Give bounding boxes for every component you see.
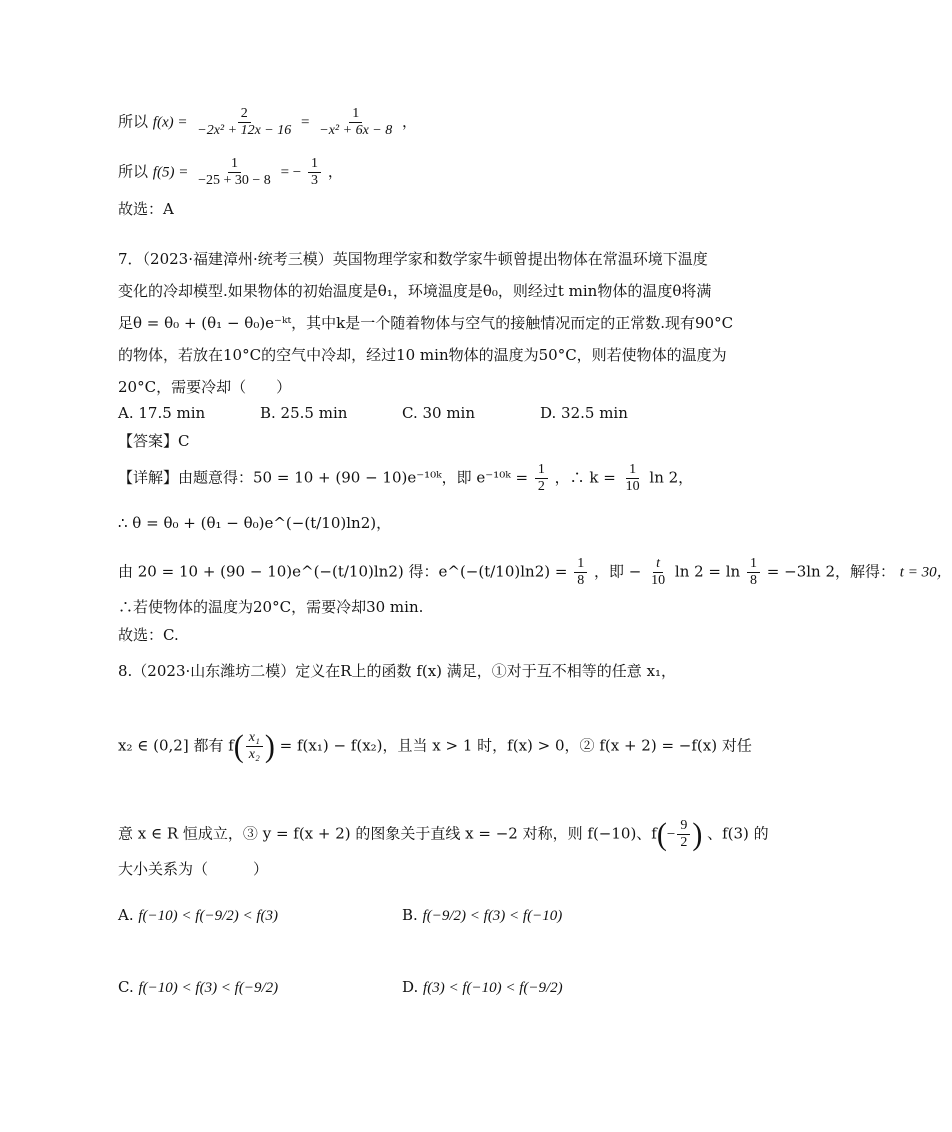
text: 所以 <box>118 112 149 131</box>
q8-line-4: 大小关系为（ ） <box>118 860 269 878</box>
fraction <box>623 462 643 495</box>
denominator: 2 <box>537 479 545 494</box>
q7-option-b: B. 25.5 min <box>260 404 348 422</box>
denominator: −x² + 6x − 8 <box>319 123 393 138</box>
text: 所以 <box>118 162 149 181</box>
formula: f(x) = <box>152 114 188 131</box>
denominator: 8 <box>750 573 758 588</box>
q7-line-2: 变化的冷却模型.如果物体的初始温度是θ₁，环境温度是θ₀，则经过t min物体的温度θ将满 <box>118 282 712 300</box>
numerator: 1 <box>535 462 548 479</box>
text: ln 2 = ln <box>674 562 741 581</box>
equals: = − <box>280 164 302 181</box>
fraction <box>574 556 587 589</box>
q7-final: 故选：C. <box>118 626 179 644</box>
denominator: 3 <box>311 173 319 188</box>
numerator: 1 <box>574 556 587 573</box>
option-label: C. <box>118 978 134 996</box>
numerator: x₁ <box>246 730 263 747</box>
q7-therefore: ∴ θ = θ₀ + (θ₁ − θ₀)e^(−(t/10)ln2)， <box>118 514 392 532</box>
numerator: 1 <box>228 156 241 173</box>
fraction <box>648 556 668 589</box>
denominator: x₂ <box>248 747 260 762</box>
q7-answer-label: 【答案】C <box>118 432 190 450</box>
text: 、f(3) 的 <box>707 824 769 843</box>
q7-solve-line <box>118 556 952 589</box>
q7-option-c: C. 30 min <box>402 404 476 422</box>
fraction <box>677 818 690 851</box>
numerator: 1 <box>308 156 321 173</box>
text: 意 x ∈ R 恒成立，③ y = f(x + 2) 的图象关于直线 x = −2 对称，则 f(−10)、f <box>118 824 657 843</box>
numerator: 1 <box>626 462 639 479</box>
text: 【详解】由题意得：50 = 10 + (90 − 10)e⁻¹⁰ᵏ，即 e⁻¹⁰ᵏ = <box>118 468 529 487</box>
fraction <box>246 730 263 763</box>
q8-line-2: x₂ ∈ (0,2] 都有 f( $\frac{\text{x₁}}{\text{x₂}}$ ) = f(x₁) − f(x₂)，且当 x > 1 时，f(x) > 0，② f(x + 2) = −f(x) 对任 <box>118 728 752 764</box>
prev-line-2 <box>118 156 343 189</box>
text: = f(x₁) − f(x₂)，且当 x > 1 时，f(x) > 0，② f(x + 2) = −f(x) 对任 <box>279 736 752 755</box>
numerator: 9 <box>677 818 690 835</box>
denominator: 2 <box>680 835 688 850</box>
option-text: f(3) < f(−10) < f(−9/2) <box>423 980 563 996</box>
fraction <box>308 156 321 189</box>
q7-line-1: 7．（2023·福建漳州·统考三模）英国物理学家和数学家牛顿曾提出物体在常温环境下温度 <box>118 250 708 268</box>
formula: f(5) = <box>152 164 189 181</box>
punct: ， <box>327 162 343 181</box>
numerator: 1 <box>747 556 760 573</box>
q7-detail-line <box>118 462 693 495</box>
option-text: f(−10) < f(3) < f(−9/2) <box>138 980 279 996</box>
option-label: B. <box>402 906 418 924</box>
text: = −3ln 2，解得： <box>766 562 896 581</box>
q8-option-c <box>118 976 278 999</box>
option-text: f(−9/2) < f(3) < f(−10) <box>422 908 563 924</box>
option-text: f(−10) < f(−9/2) < f(3) <box>138 908 279 924</box>
option-label: D. <box>402 978 419 996</box>
text: x₂ ∈ (0,2] 都有 f <box>118 736 234 755</box>
fraction <box>195 156 274 189</box>
q8-line-1: 8.（2023·山东潍坊二模）定义在R上的函数 f(x) 满足，①对于互不相等的任意 x₁， <box>118 662 677 680</box>
q8-option-a <box>118 904 278 927</box>
q7-conclusion: ∴若使物体的温度为20°C，需要冷却30 min. <box>118 598 424 616</box>
text: ，∴ k = <box>554 468 616 487</box>
fraction <box>194 106 294 139</box>
denominator: −25 + 30 − 8 <box>198 173 271 188</box>
q8-option-b <box>402 904 562 927</box>
prev-answer: 故选：A <box>118 200 174 218</box>
denominator: 10 <box>651 573 666 588</box>
q7-line-4: 的物体，若放在10°C的空气中冷却，经过10 min物体的温度为50°C，则若使物体的温度为 <box>118 346 727 364</box>
q8-option-d <box>402 976 563 999</box>
q7-line-5: 20°C，需要冷却（ ） <box>118 378 292 396</box>
denominator: −2x² + 12x − 16 <box>197 123 292 138</box>
numerator: 2 <box>238 106 251 123</box>
prev-line-1: 所以 f(x) = $\frac{2}{\text{−2x² + 12x − 16}}$ = $\frac{1}{\text{−x² + 6x − 8}}$ ， <box>118 106 418 138</box>
q7-line-3: 足θ = θ₀ + (θ₁ − θ₀)e⁻ᵏᵗ，其中k是一个随着物体与空气的接触情况而定的正常数.现有90°C <box>118 314 734 332</box>
numerator: t <box>653 556 663 573</box>
denominator: 8 <box>577 573 585 588</box>
punct: ， <box>402 112 418 131</box>
text: 由 20 = 10 + (90 − 10)e^(−(t/10)ln2) 得：e^(−(t/10)ln2) = <box>118 562 568 581</box>
q8-line-3: 意 x ∈ R 恒成立，③ y = f(x + 2) 的图象关于直线 x = −2 对称，则 f(−10)、f(− $\frac{9}{2}$ ) 、f(3) 的 <box>118 816 769 852</box>
fraction <box>316 106 395 139</box>
fraction <box>535 462 548 495</box>
option-label: A. <box>118 906 134 924</box>
text: ，即 − <box>593 562 642 581</box>
q7-option-a: A. 17.5 min <box>118 404 206 422</box>
q7-option-d: D. 32.5 min <box>540 404 628 422</box>
numerator: 1 <box>349 106 362 123</box>
text: t = 30， <box>899 564 952 581</box>
text: ln 2， <box>649 468 694 487</box>
denominator: 10 <box>625 479 640 494</box>
fraction <box>747 556 760 589</box>
